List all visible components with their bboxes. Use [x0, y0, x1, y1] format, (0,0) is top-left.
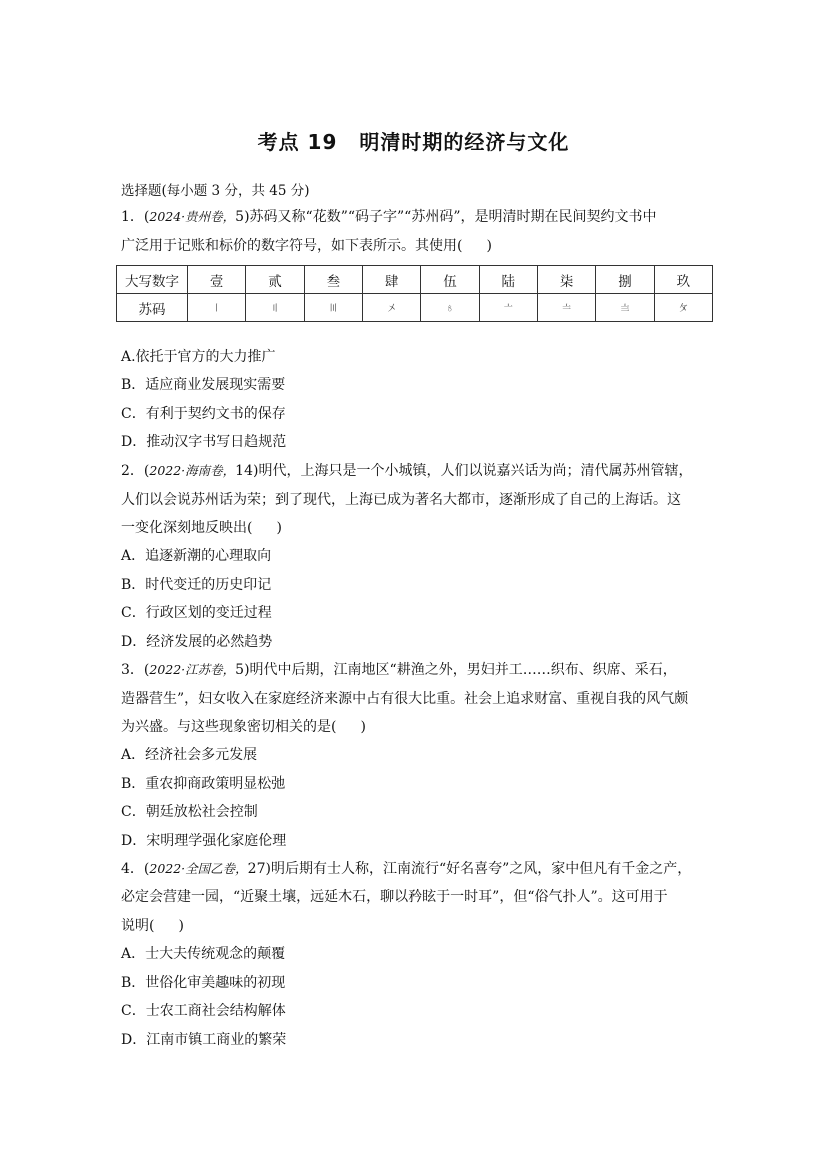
q4-answer-paren: ) [178, 918, 184, 934]
table-header-cell: 大写数字 [117, 266, 188, 294]
table-cell: 陆 [479, 266, 537, 294]
q4-option-b: B．世俗化审美趣味的初现 [121, 975, 286, 991]
q2-option-a: A．追逐新潮的心理取向 [121, 548, 272, 564]
table-cell: 〥 [421, 294, 479, 322]
q4-option-d: D．江南市镇工商业的繁荣 [121, 1032, 287, 1048]
table-cell: 伍 [421, 266, 479, 294]
q3-option-a: A．经济社会多元发展 [121, 747, 258, 763]
q3-option-c: C．朝廷放松社会控制 [121, 804, 258, 820]
title-text: 明清时期的经济与文化 [359, 130, 570, 154]
q1-option-a: A.依托于官方的大力推广 [121, 349, 276, 365]
q2-text: 14)明代，上海只是一个小城镇，人们以说嘉兴话为尚；清代属苏州管辖， [235, 463, 693, 479]
title-prefix: 考点 19 [257, 130, 338, 154]
table-cell: 〧 [537, 294, 595, 322]
q2-option-b: B．时代变迁的历史印记 [121, 577, 272, 593]
q4-line3 [121, 916, 184, 936]
q2-option-c: C．行政区划的变迁过程 [121, 605, 272, 621]
q3-line3 [121, 717, 366, 737]
table-row [117, 294, 713, 322]
q1-option-b: B．适应商业发展现实需要 [121, 377, 286, 393]
table-cell: 〤 [362, 294, 420, 322]
q4-option-a: A．士大夫传统观念的颠覆 [121, 946, 286, 962]
table-cell: 柒 [537, 266, 595, 294]
table-header-cell: 苏码 [117, 294, 188, 322]
table-cell: 叁 [304, 266, 362, 294]
table-cell: 〦 [479, 294, 537, 322]
table-cell: 〣 [304, 294, 362, 322]
q2-answer-paren: ) [276, 520, 282, 536]
q2-line2: 人们以会说苏州话为荣；到了现代，上海已成为著名大都市，逐渐形成了自己的上海话。这 [121, 492, 681, 508]
q4-text-3: 说明( [121, 918, 155, 934]
q2-option-d: D．经济发展的必然趋势 [121, 634, 273, 650]
q4-line2: 必定会营建一园，“近聚土壤，远延木石，聊以矜眩于一时耳”，但“俗气扑人”。这可用于 [121, 889, 668, 905]
table-cell: 壹 [188, 266, 246, 294]
q3-option-b: B．重农抑商政策明显松弛 [121, 776, 286, 792]
q3-option-d: D．宋明理学强化家庭伦理 [121, 833, 287, 849]
q4-text: 27)明后期有士人称，江南流行“好名喜夸”之风，家中但凡有千金之产， [247, 861, 692, 877]
q4-option-c: C．士农工商社会结构解体 [121, 1003, 286, 1019]
q1-number: 1．( [121, 209, 150, 225]
table-cell: 玖 [654, 266, 712, 294]
q1-text: 5)苏码又称“花数”“码子字”“苏州码”，是明清时期在民间契约文书中 [235, 209, 657, 225]
q1-text-2: 广泛用于记账和标价的数字符号，如下表所示。其使用( [121, 238, 463, 254]
q3-line2: 造器营生”，妇女收入在家庭经济来源中占有很大比重。社会上追求财富、重视自我的风气颇 [121, 691, 689, 707]
q3-number: 3．( [121, 662, 150, 678]
q3-text-3: 为兴盛。与这些现象密切相关的是( [121, 719, 337, 735]
q3-line1 [121, 660, 677, 680]
q1-line1 [121, 207, 656, 227]
q1-answer-paren: ) [486, 238, 492, 254]
q1-option-d: D．推动汉字书写日趋规范 [121, 434, 287, 450]
q1-option-c: C．有利于契约文书的保存 [121, 406, 286, 422]
q4-number: 4．( [121, 861, 150, 877]
q4-source: 2022·全国乙卷， [149, 861, 248, 876]
table-cell: 肆 [362, 266, 420, 294]
table-cell: 〨 [596, 294, 654, 322]
q1-line2 [121, 236, 492, 256]
q1-source: 2024·贵州卷， [149, 209, 236, 224]
q2-number: 2．( [121, 463, 150, 479]
q2-line1 [121, 461, 692, 481]
suma-table [116, 265, 713, 322]
table-cell: 〢 [246, 294, 304, 322]
q4-line1 [121, 859, 691, 879]
table-row [117, 266, 713, 294]
table-cell: 捌 [596, 266, 654, 294]
table-cell: 〡 [188, 294, 246, 322]
q2-text-3: 一变化深刻地反映出( [121, 520, 253, 536]
q3-source: 2022·江苏卷， [149, 662, 236, 677]
table-cell: 贰 [246, 266, 304, 294]
page-title [0, 126, 827, 155]
q2-source: 2022·海南卷， [149, 463, 236, 478]
table-cell: 〩 [654, 294, 712, 322]
q2-line3 [121, 518, 282, 538]
q3-text: 5)明代中后期，江南地区“耕渔之外，男妇并工……织布、织席、采石， [235, 662, 677, 678]
q3-answer-paren: ) [360, 719, 366, 735]
section-label: 选择题(每小题 3 分，共 45 分) [121, 183, 310, 199]
